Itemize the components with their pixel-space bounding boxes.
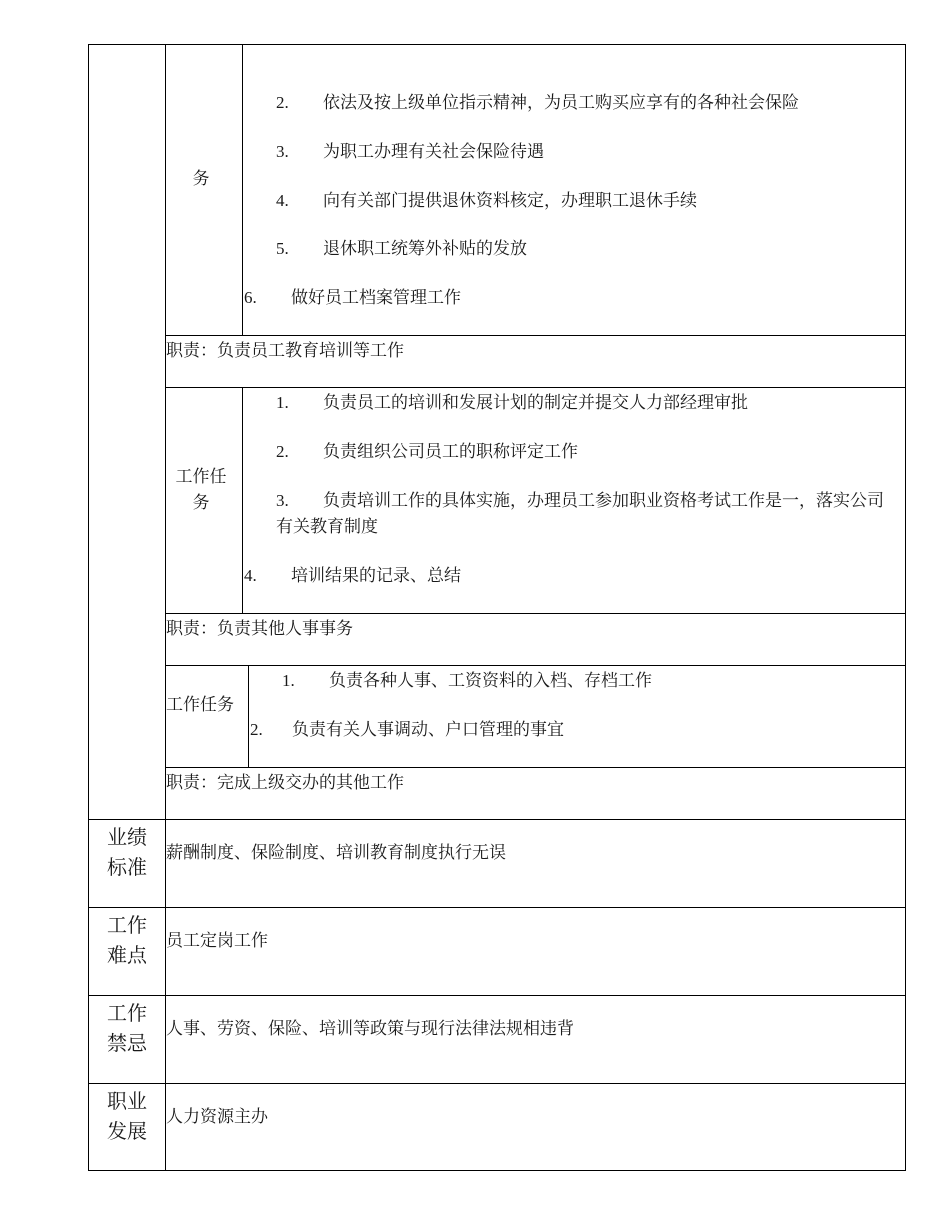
- row-divider: [88, 819, 906, 820]
- task-item: 1. 负责各种人事、工资资料的入档、存档工作: [282, 671, 652, 690]
- row-content-difficulty: 员工定岗工作: [166, 931, 268, 950]
- section2-label: 工作任: [175, 467, 227, 486]
- task-item: 4. 培训结果的记录、总结: [244, 566, 461, 585]
- row-content-taboo: 人事、劳资、保险、培训等政策与现行法律法规相违背: [166, 1019, 574, 1038]
- section1-label: 务: [192, 169, 210, 188]
- task-item: 2. 依法及按上级单位指示精神，为员工购买应享有的各种社会保险: [276, 93, 799, 112]
- row-content-performance: 薪酬制度、保险制度、培训教育制度执行无误: [166, 843, 506, 862]
- task-item: 5. 退休职工统筹外补贴的发放: [276, 239, 527, 258]
- row-divider: [88, 907, 906, 908]
- row-label-performance: 业绩: [107, 827, 147, 849]
- row-label-career: 发展: [107, 1121, 147, 1143]
- row-divider: [165, 335, 906, 336]
- section3-label: 工作任务: [166, 695, 234, 714]
- row-divider: [165, 665, 906, 666]
- section2-label: 务: [192, 493, 210, 512]
- duty-text: 职责：完成上级交办的其他工作: [166, 773, 404, 792]
- duty-text: 职责：负责其他人事事务: [166, 619, 353, 638]
- row-label-difficulty: 工作: [107, 915, 147, 937]
- row-divider: [88, 1083, 906, 1084]
- task-item: 6. 做好员工档案管理工作: [244, 288, 461, 307]
- row-label-career: 职业: [107, 1091, 147, 1113]
- task-item: 2. 负责有关人事调动、户口管理的事宜: [250, 720, 564, 739]
- row-content-career: 人力资源主办: [166, 1107, 268, 1126]
- col-divider-main: [165, 44, 166, 1171]
- row-divider: [165, 387, 906, 388]
- row-divider: [165, 767, 906, 768]
- row-label-performance: 标准: [107, 857, 147, 879]
- duty-text: 职责：负责员工教育培训等工作: [166, 341, 404, 360]
- row-label-difficulty: 难点: [107, 945, 147, 967]
- task-item: 4. 向有关部门提供退休资料核定，办理职工退休手续: [276, 191, 697, 210]
- row-label-taboo: 工作: [107, 1003, 147, 1025]
- row-divider: [88, 995, 906, 996]
- row-divider: [165, 613, 906, 614]
- task-item: 3. 负责培训工作的具体实施，办理员工参加职业资格考试工作是一，落实公司有关教育制度: [276, 491, 884, 536]
- task-item: 3. 为职工办理有关社会保险待遇: [276, 142, 544, 161]
- task-item: 1. 负责员工的培训和发展计划的制定并提交人力部经理审批: [276, 393, 748, 412]
- row-label-taboo: 禁忌: [107, 1033, 147, 1055]
- task-item: 2. 负责组织公司员工的职称评定工作: [276, 442, 578, 461]
